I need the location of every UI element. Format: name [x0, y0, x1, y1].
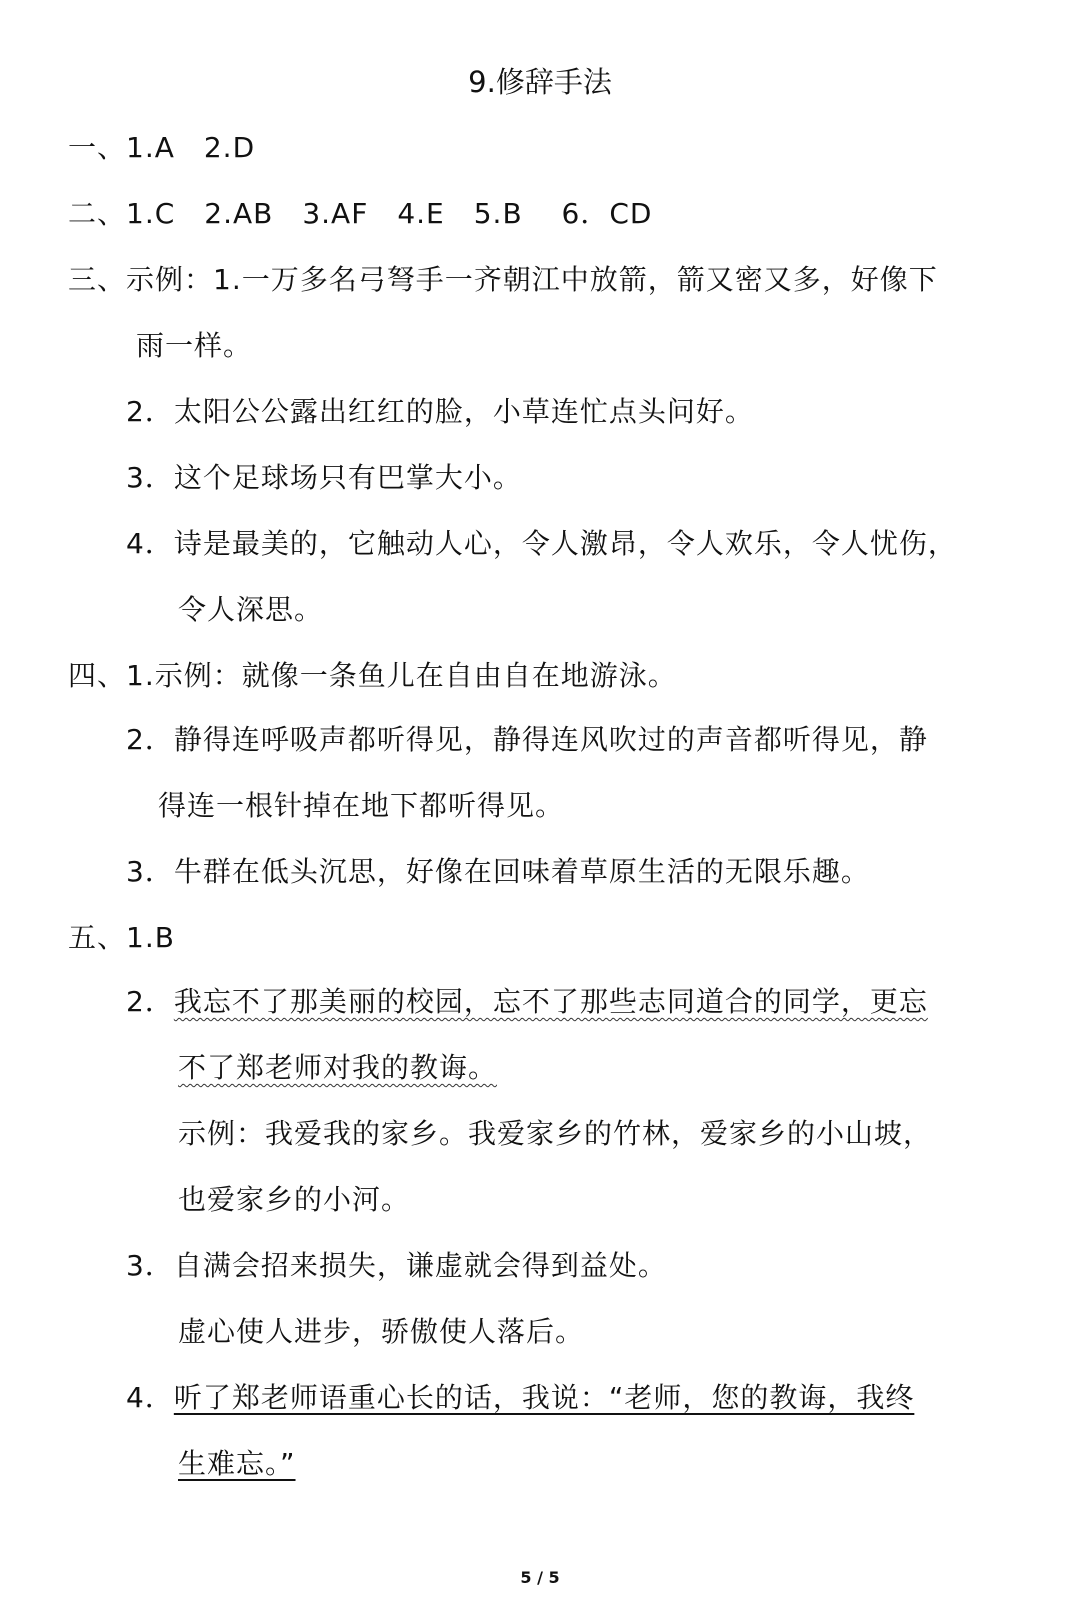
page-title: 9.修辞手法: [468, 65, 612, 99]
answer-line: 虚心使人进步，骄傲使人落后。: [178, 1315, 585, 1348]
page-number: 5 / 5: [520, 1568, 560, 1587]
answer-line: 雨一样。: [136, 329, 253, 362]
answer-line: 示例：我爱我的家乡。我爱家乡的竹林，爱家乡的小山坡，: [178, 1117, 933, 1150]
answer-line: 4．诗是最美的，它触动人心，令人激昂，令人欢乐，令人忧伤，: [126, 527, 957, 560]
answer-line: [126, 984, 928, 1020]
underlined-text: 生难忘。”: [178, 1447, 296, 1480]
answer-line: [126, 1380, 914, 1416]
item-number: 2．: [126, 985, 174, 1018]
wavy-underlined-text: 不了郑老师对我的教诲。: [178, 1051, 498, 1084]
item-number: 4．: [126, 1381, 174, 1414]
answer-line: 二、1.C 2.AB 3.AF 4.E 5.B 6．CD: [68, 197, 653, 230]
answer-line: 得连一根针掉在地下都听得见。: [158, 789, 565, 822]
answer-line: 3．自满会招来损失，谦虚就会得到益处。: [126, 1249, 667, 1282]
answer-line: 3．牛群在低头沉思，好像在回味着草原生活的无限乐趣。: [126, 855, 870, 888]
answer-line: 三、示例：1.一万多名弓弩手一齐朝江中放箭，箭又密又多，好像下: [68, 263, 938, 296]
underlined-text: 听了郑老师语重心长的话，我说：“老师，您的教诲，我终: [173, 1381, 915, 1414]
answer-line: 令人深思。: [178, 593, 324, 626]
answer-line: [178, 1050, 497, 1086]
answer-line: 3．这个足球场只有巴掌大小。: [126, 461, 522, 494]
answer-line: 四、1.示例：就像一条鱼儿在自由自在地游泳。: [68, 659, 677, 692]
answer-line: 也爱家乡的小河。: [178, 1183, 411, 1216]
answer-line: 2．太阳公公露出红红的脸，小草连忙点头问好。: [126, 395, 754, 428]
answer-line: [178, 1446, 296, 1482]
answer-line: 一、1.A 2.D: [68, 131, 256, 164]
wavy-underlined-text: 我忘不了那美丽的校园，忘不了那些志同道合的同学，更忘: [173, 985, 928, 1018]
answer-line: 五、1.B: [68, 921, 175, 954]
answer-line: 2．静得连呼吸声都听得见，静得连风吹过的声音都听得见，静: [126, 723, 928, 756]
